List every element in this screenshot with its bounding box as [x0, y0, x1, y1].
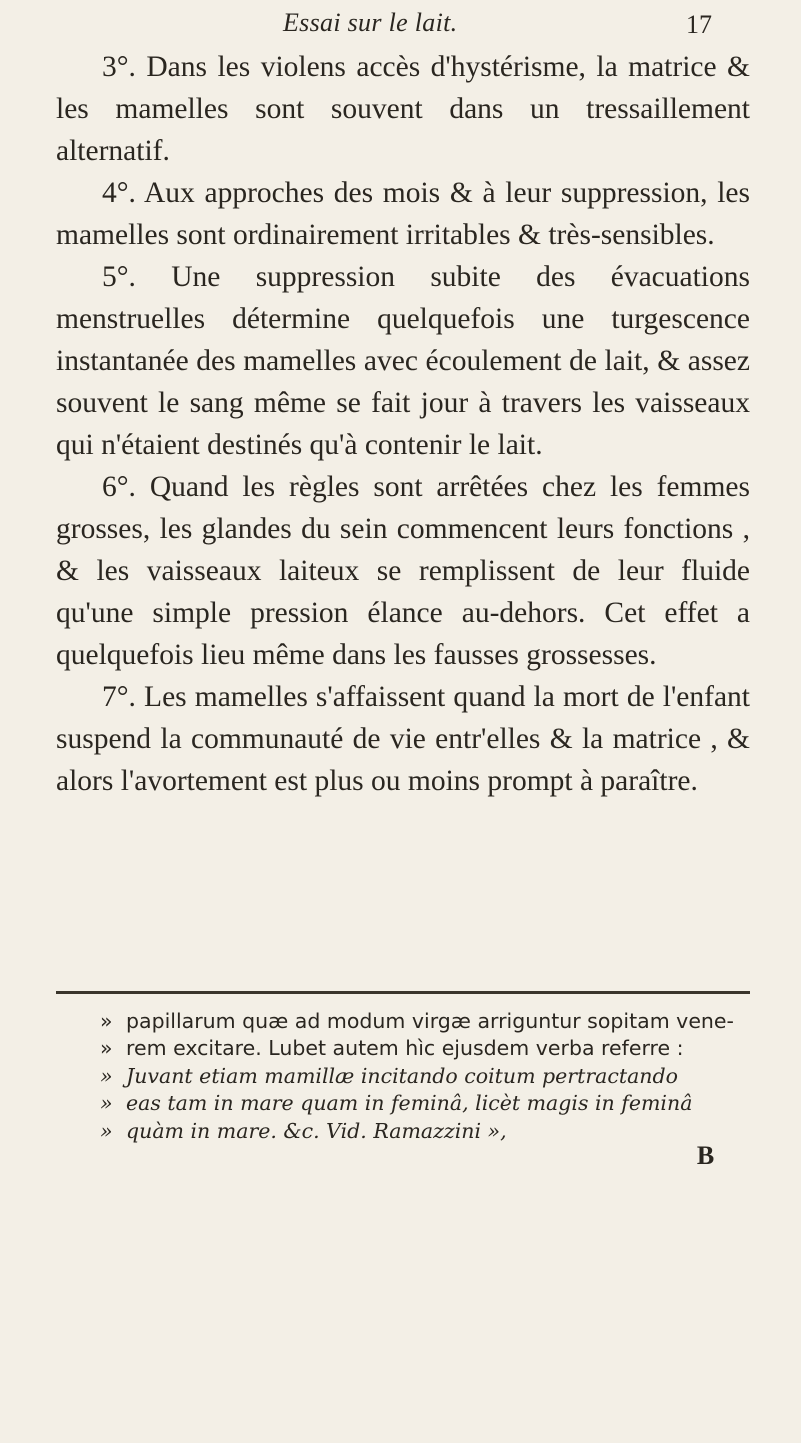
quote-mark: »: [100, 1118, 113, 1143]
quote-mark: »: [100, 1009, 113, 1033]
signature-mark: B: [696, 1141, 715, 1170]
footnote-line: » quàm in mare. &c. Vid. Ramazzini »,: [100, 1118, 750, 1145]
running-head: Essai sur le lait.: [283, 8, 458, 37]
paragraph-6: 6°. Quand les règles sont arrêtées chez les femmes grosses, les glandes du sein commencent leurs fonctions , & les vaisseaux laiteux se remplissent de leur fluide qu'une simple pression élance au-dehors. Cet effet a quelquefois lieu même dans les fausses grossesses.: [56, 471, 750, 671]
footnote-line: » Juvant etiam mamillæ incitando coitum pertractando: [100, 1063, 750, 1090]
paragraph-5: 5°. Une suppression subite des évacuations menstruelles détermine quelquefois une turgescence instantanée des mamelles avec écoulement de lait, & assez souvent le sang même se fait jour à travers les vaisseaux qui n'étaient destinés qu'à contenir le lait.: [56, 261, 750, 461]
quote-mark: »: [100, 1091, 113, 1116]
page-header: [0, 6, 801, 46]
quote-mark: »: [100, 1036, 113, 1061]
footnote-line: » eas tam in mare quam in feminâ, licèt magis in feminâ: [100, 1090, 750, 1117]
paragraph-3: 3°. Dans les violens accès d'hystérisme, la matrice & les mamelles sont souvent dans un tressaillement alternatif.: [56, 51, 750, 167]
footnote-rule: [56, 991, 750, 994]
paragraph-4: 4°. Aux approches des mois & à leur suppression, les mamelles sont ordinairement irritables & très-sensibles.: [56, 177, 750, 251]
footnote-line: » papillarum quæ ad modum virgæ arriguntur sopitam vene-: [100, 1008, 750, 1035]
paragraph-7: 7°. Les mamelles s'affaissent quand la mort de l'enfant suspend la communauté de vie entr'elles & la matrice , & alors l'avortement est plus ou moins prompt à paraître.: [56, 681, 750, 797]
footnote-line: » rem excitare. Lubet autem hìc ejusdem verba referre :: [100, 1035, 750, 1062]
footnote: [100, 1008, 750, 1145]
page-number: 17: [686, 10, 712, 39]
quote-mark: »: [100, 1063, 113, 1088]
main-text: [56, 46, 750, 802]
